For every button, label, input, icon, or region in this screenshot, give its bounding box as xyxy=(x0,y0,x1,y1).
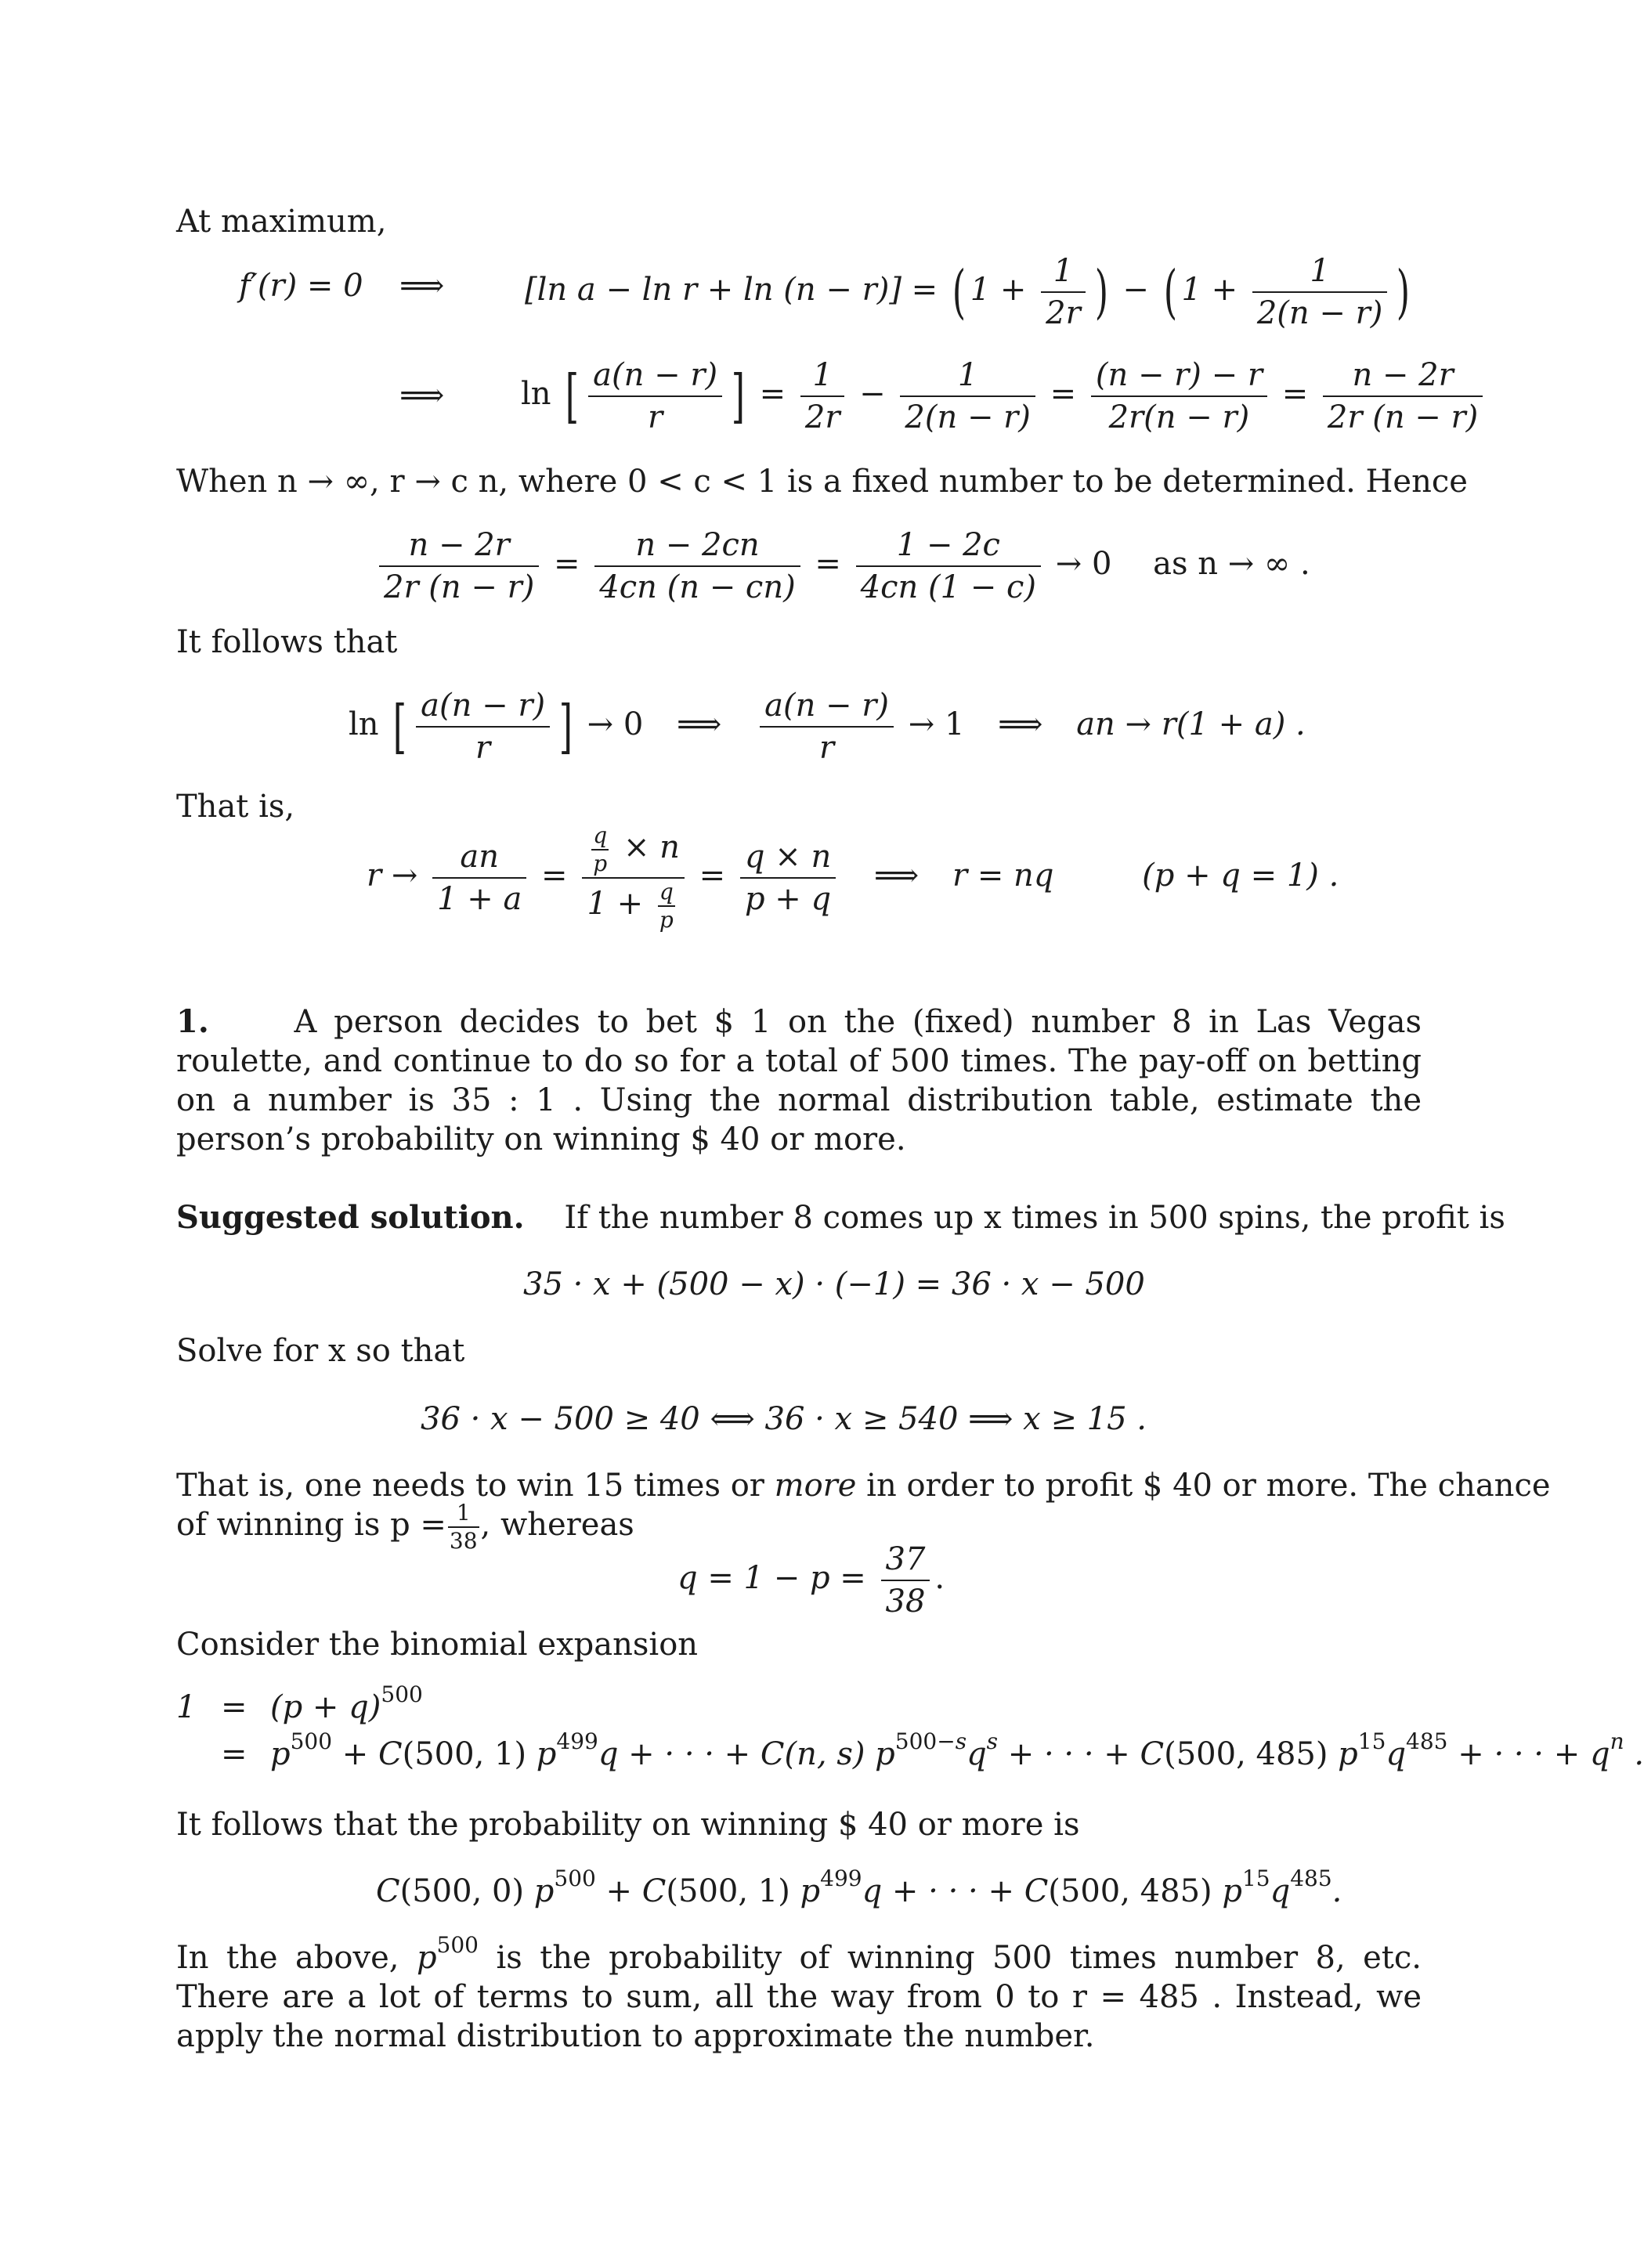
binomial-line-2: $p^{500} + C(500$, 1) $p^{499}q$ + · · · + C(n, s) $p^{500-s}q^s$ + · · · + C(500, 485) $p^{15}q^{485}$ + · · · + $q^n$ . xyxy=(270,1728,1644,1772)
log-ratio-equation: ln [ $\frac{a(n - r)}{r}$ ] = $\frac{1}{2r}$ − $\frac{1}{2(n - r)}$ = $\frac{(n - r) - r}{2r(n - r)}$ = $\frac{n - 2r}{2r (n - r)}$ xyxy=(521,351,1487,438)
solution-heading: Suggested solution. xyxy=(176,1199,525,1236)
binomial-eq-2: = xyxy=(221,1736,248,1772)
limit-statement: When n → ∞, r → c n, where 0 < c < 1 is a fixed number to be determined. Hence xyxy=(176,464,1468,500)
that-is-text: That is, xyxy=(176,789,295,825)
derivative-zero-equation xyxy=(239,266,363,305)
ln-limit-equation: ln [ $\frac{a(n - r)}{r}$ ] → 0 ⟹ $\frac{a(n - r)}{r}$ → 1 ⟹ an → r(1 + a) . xyxy=(349,681,1306,768)
implies-symbol-1: ⟹ xyxy=(399,268,445,304)
chance-text: of winning is p = $\frac{1}{38}$ , whereas xyxy=(176,1500,634,1554)
limit-fraction-equation: $\frac{n - 2r}{2r (n - r)}$ = $\frac{n - 2cn}{4cn (n - cn)}$ = $\frac{1 - 2c}{4cn (1 - c)}$ → 0 as n → ∞ . xyxy=(374,521,1310,608)
probability-intro: It follows that the probability on winning $ 40 or more is xyxy=(176,1807,1080,1843)
frac-a-n-r-over-r: $\frac{a(n - r)}{r}$ xyxy=(588,355,722,438)
inequality-chain: 36 · x − 500 ≥ 40 ⟺ 36 · x ≥ 540 ⟹ x ≥ 15 . xyxy=(421,1401,1147,1437)
implies-symbol-2: ⟹ xyxy=(399,377,445,414)
profit-equation: 35 · x + (500 − x) · (−1) = 36 · x − 500 xyxy=(523,1266,1145,1302)
closing-paragraph: In the above, $p^{500}$ is the probability of winning 500 times number 8, etc. There are a lot of terms to sum, all the way from 0 to r = 485 . Instead, we apply the normal distribution to approximate the number. xyxy=(176,1932,1422,2054)
probability-sum: C(500, 0) $p^{500} + C(500$, 1) $p^{499}q$ + · · · + C(500, 485) $p^{15}q^{485}$. xyxy=(376,1865,1342,1909)
frac-1-over-2r: $\frac{1}{2r}$ xyxy=(1041,251,1086,334)
it-follows-text: It follows that xyxy=(176,624,398,660)
r-limit-equation: r → $\frac{an}{1 + a}$ = $\frac{q}{p}$ × n 1 + $\frac{q}{p}$ = $\frac{q \times n}{p + q}$ ⟹ r = nq (p + q = 1) . xyxy=(367,822,1339,933)
solve-for-text: Solve for x so that xyxy=(176,1333,465,1369)
solution-heading-line xyxy=(176,1198,1505,1237)
binomial-intro: Consider the binomial expansion xyxy=(176,1627,699,1663)
binomial-eq-1: = xyxy=(221,1689,248,1725)
at-maximum-text: At maximum, xyxy=(176,204,387,240)
binomial-one: 1 xyxy=(176,1689,197,1725)
eq1-lhs: f′(r) = 0 xyxy=(239,268,363,304)
problem-text: A person decides to bet $ 1 on the (fixed) number 8 in Las Vegas roulette, and continue to do so for a total of 500 times. The pay-off on betting on a number is 35 : 1 . Using the normal distribution table, estimate the person’s probability on winning $ 40 or more. xyxy=(176,1004,1422,1157)
binomial-line-1: $(p + q)^{500}$ xyxy=(270,1681,423,1725)
win-count-text: That is, one needs to win 15 times or more in order to profit $ 40 or more. The chance xyxy=(176,1468,1551,1504)
log-derivative-equation: [ln a − ln r + ln (n − r)] = ( 1 + $\frac{1}{2r}$ ) − ( 1 + $\frac{1}{2(n - r)}$ ) xyxy=(525,251,1415,334)
problem-1 xyxy=(176,1002,1422,1159)
eq1-mid: [ln a − ln r + ln (n − r)] = xyxy=(525,272,938,308)
frac-1-over-2n-r: $\frac{1}{2(n - r)}$ xyxy=(1252,251,1388,334)
solution-lead: If the number 8 comes up x times in 500 spins, the profit is xyxy=(564,1200,1505,1236)
q-equation: q = 1 − p = $\frac{37}{38}$ . xyxy=(677,1535,945,1622)
problem-number: 1. xyxy=(176,1003,209,1040)
